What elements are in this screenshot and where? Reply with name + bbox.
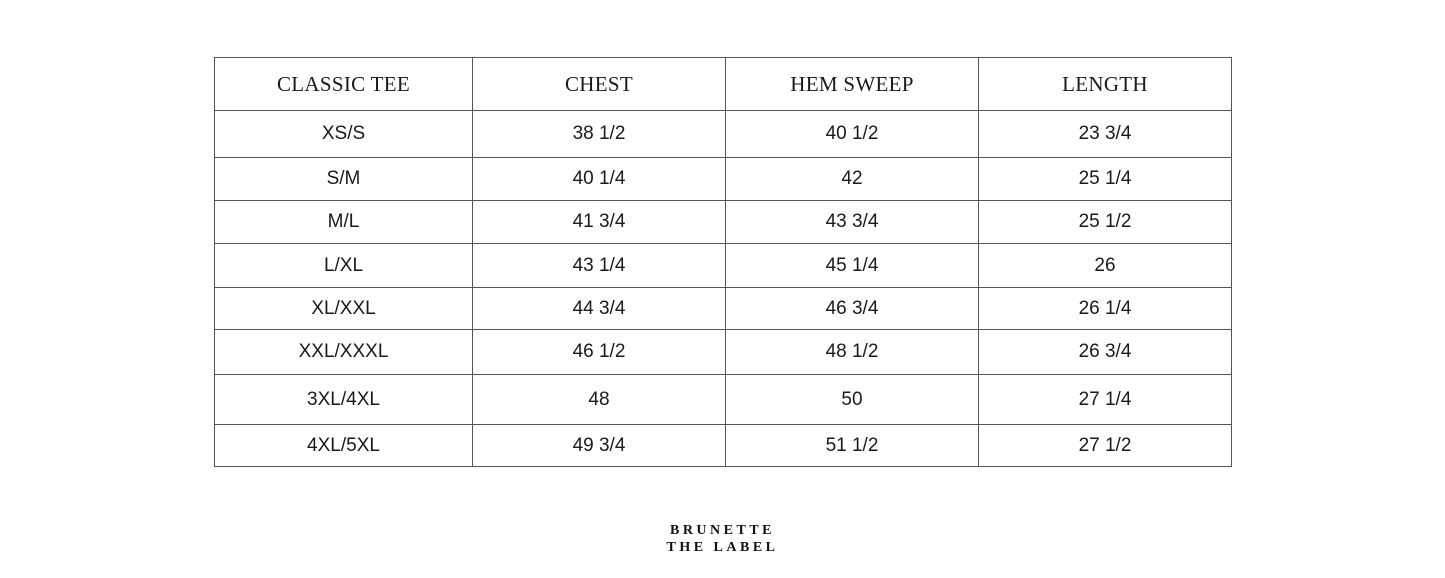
size-cell: 4XL/5XL: [215, 425, 473, 467]
chest-cell: 43 1/4: [473, 244, 726, 288]
table-header-row: [215, 58, 1232, 111]
header-style: CLASSIC TEE: [215, 58, 473, 111]
hem-sweep-cell: 40 1/2: [726, 111, 979, 158]
size-cell: XL/XXL: [215, 288, 473, 330]
table-row: [215, 375, 1232, 425]
length-cell: 23 3/4: [979, 111, 1232, 158]
table-row: [215, 158, 1232, 201]
chest-cell: 44 3/4: [473, 288, 726, 330]
table-row: [215, 288, 1232, 330]
table-row: [215, 201, 1232, 244]
chest-cell: 41 3/4: [473, 201, 726, 244]
length-cell: 27 1/4: [979, 375, 1232, 425]
size-cell: L/XL: [215, 244, 473, 288]
size-cell: M/L: [215, 201, 473, 244]
length-cell: 26 1/4: [979, 288, 1232, 330]
chest-cell: 48: [473, 375, 726, 425]
table-row: [215, 111, 1232, 158]
chest-cell: 38 1/2: [473, 111, 726, 158]
length-cell: 26 3/4: [979, 330, 1232, 375]
hem-sweep-cell: 50: [726, 375, 979, 425]
size-cell: 3XL/4XL: [215, 375, 473, 425]
chest-cell: 49 3/4: [473, 425, 726, 467]
chest-cell: 40 1/4: [473, 158, 726, 201]
brand-logo: [0, 522, 1445, 556]
header-length: LENGTH: [979, 58, 1232, 111]
header-chest: CHEST: [473, 58, 726, 111]
hem-sweep-cell: 46 3/4: [726, 288, 979, 330]
hem-sweep-cell: 43 3/4: [726, 201, 979, 244]
table-row: [215, 244, 1232, 288]
length-cell: 26: [979, 244, 1232, 288]
size-cell: XXL/XXXL: [215, 330, 473, 375]
table-row: [215, 330, 1232, 375]
length-cell: 25 1/4: [979, 158, 1232, 201]
hem-sweep-cell: 42: [726, 158, 979, 201]
length-cell: 25 1/2: [979, 201, 1232, 244]
brand-logo-line-1: BRUNETTE: [669, 523, 776, 538]
header-hem-sweep: HEM SWEEP: [726, 58, 979, 111]
brand-logo-line-2: THE LABEL: [666, 540, 779, 555]
size-cell: S/M: [215, 158, 473, 201]
size-cell: XS/S: [215, 111, 473, 158]
hem-sweep-cell: 45 1/4: [726, 244, 979, 288]
length-cell: 27 1/2: [979, 425, 1232, 467]
size-chart-table: [214, 57, 1232, 467]
table-row: [215, 425, 1232, 467]
hem-sweep-cell: 51 1/2: [726, 425, 979, 467]
hem-sweep-cell: 48 1/2: [726, 330, 979, 375]
chest-cell: 46 1/2: [473, 330, 726, 375]
